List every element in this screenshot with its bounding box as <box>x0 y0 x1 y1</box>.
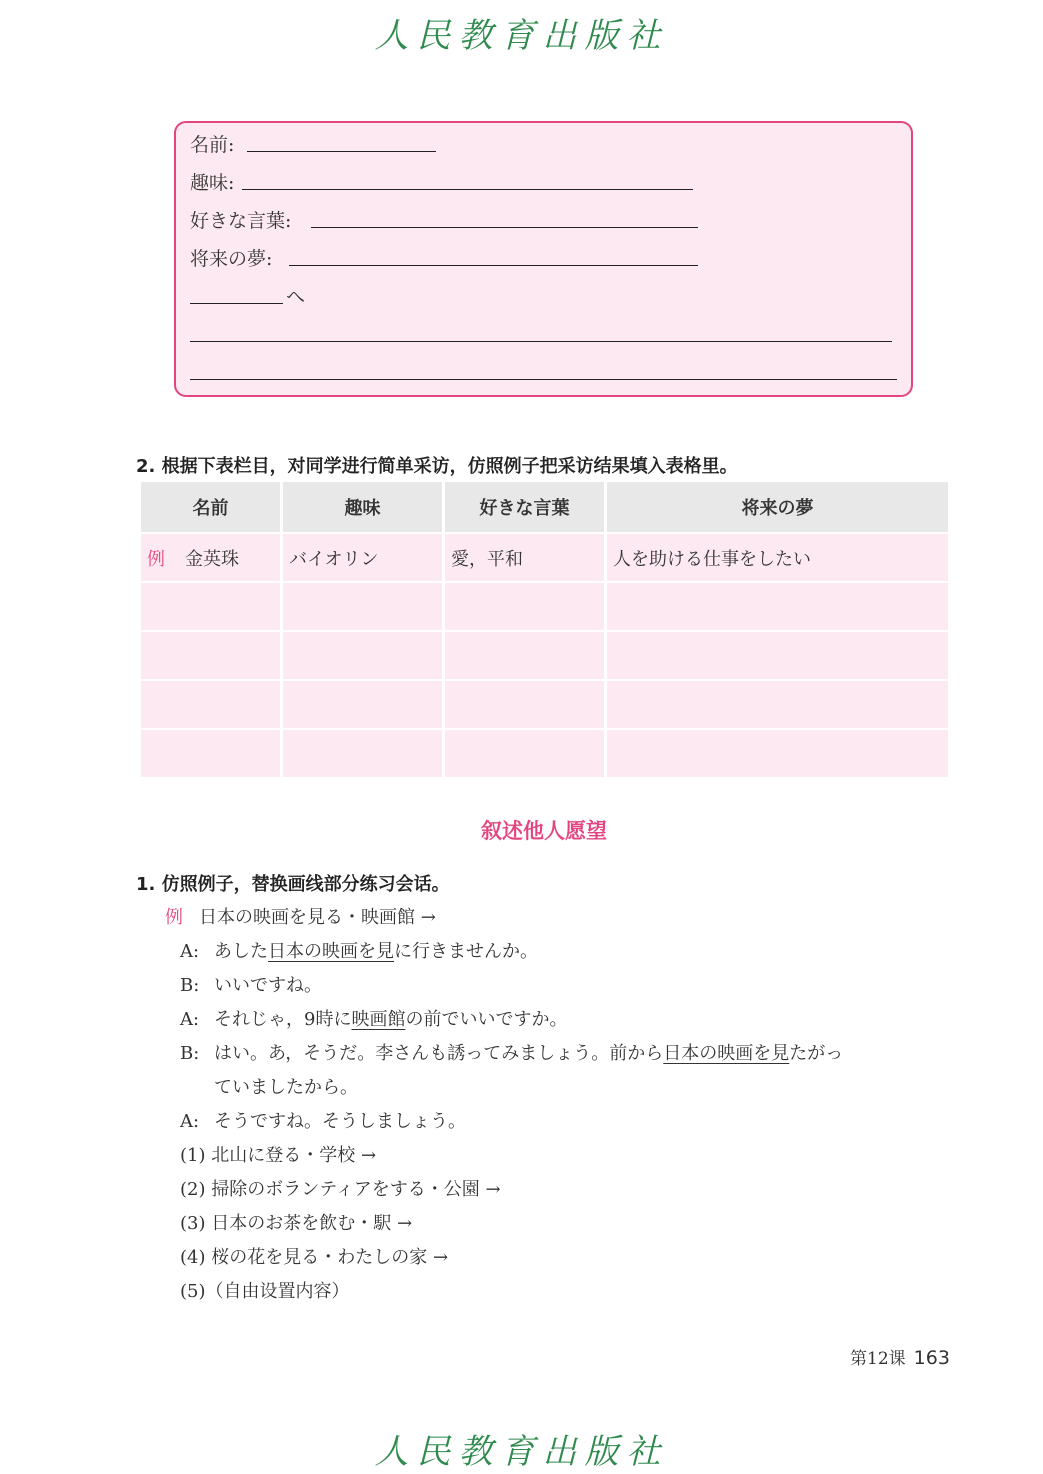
dialog-text: そうですね。そうしましょう。 <box>214 1111 466 1132</box>
section-title: 叙述他人愿望 <box>481 819 607 843</box>
dialog-line-2 <box>180 971 322 997</box>
table-cell[interactable] <box>607 728 948 777</box>
dialog-line-1 <box>180 937 538 963</box>
underlined-phrase: 映画館 <box>351 1009 406 1030</box>
speaker-a: A: <box>180 1111 200 1132</box>
table-row <box>141 728 948 777</box>
form-hobby-label: 趣味: <box>190 172 235 194</box>
example-label: 例 <box>147 548 165 570</box>
profile-form-box <box>174 121 913 397</box>
exercise-item-1: (1) 北山に登る・学校 → <box>180 1145 377 1166</box>
form-name-label: 名前: <box>190 134 235 156</box>
table-header-row <box>141 482 948 532</box>
q1-example-text: 日本の映画を見る・映画館 → <box>199 907 436 928</box>
table-row <box>141 581 948 630</box>
exercise-item-4: (4) 桜の花を見る・わたしの家 → <box>180 1247 449 1268</box>
table-cell[interactable] <box>445 581 604 630</box>
q1-example-label: 例 <box>165 907 183 928</box>
dialog-text: いいですね。 <box>214 975 322 996</box>
table-row-example <box>141 532 948 581</box>
table-cell[interactable] <box>607 581 948 630</box>
table-cell[interactable] <box>141 630 280 679</box>
header-name: 名前 <box>141 482 280 532</box>
table-cell[interactable] <box>283 581 442 630</box>
table-cell[interactable] <box>283 728 442 777</box>
q2-title: 2. 根据下表栏目，对同学进行简单采访，仿照例子把采访结果填入表格里。 <box>136 456 738 477</box>
dialog-line-5 <box>180 1107 466 1133</box>
dialog-text: あした <box>214 941 268 962</box>
form-hobby-blank[interactable] <box>242 189 693 190</box>
table-cell[interactable] <box>445 630 604 679</box>
publisher-logo-bottom: 人民教育出版社 <box>374 1432 669 1472</box>
underlined-phrase: 日本の映画を見 <box>268 941 394 962</box>
header-hobby: 趣味 <box>283 482 442 532</box>
table-cell[interactable] <box>141 679 280 728</box>
table-cell[interactable] <box>283 630 442 679</box>
form-recipient-blank[interactable] <box>190 303 283 304</box>
underlined-phrase: 日本の映画を見 <box>663 1043 790 1064</box>
q1-example-line <box>165 903 436 929</box>
lesson-label: 第12课 <box>850 1349 906 1369</box>
dialog-line-4-continued: ていましたから。 <box>214 1077 358 1098</box>
dialog-text: に行きませんか。 <box>394 941 538 962</box>
dialog-text: たがっ <box>789 1043 844 1064</box>
table-row <box>141 679 948 728</box>
exercise-item-5: (5)（自由设置内容） <box>180 1281 350 1302</box>
table-cell[interactable] <box>141 728 280 777</box>
dialog-text: それじゃ，9時に <box>214 1009 352 1030</box>
form-name-blank[interactable] <box>247 151 436 152</box>
dialog-line-3 <box>180 1005 567 1031</box>
form-to-suffix: へ <box>286 286 306 308</box>
speaker-a: A: <box>180 1009 200 1030</box>
example-words: 愛，平和 <box>445 532 604 581</box>
speaker-b: B: <box>180 1043 200 1064</box>
table-row <box>141 630 948 679</box>
form-message-line-1[interactable] <box>190 341 892 342</box>
form-dream-blank[interactable] <box>289 265 698 266</box>
example-hobby: バイオリン <box>283 532 442 581</box>
table-cell[interactable] <box>445 728 604 777</box>
page-footer <box>850 1344 950 1369</box>
dialog-line-4 <box>180 1039 843 1065</box>
example-name: 金英珠 <box>185 548 239 570</box>
speaker-a: A: <box>180 941 200 962</box>
q1-title: 1. 仿照例子，替换画线部分练习会话。 <box>136 874 450 895</box>
table-cell[interactable] <box>283 679 442 728</box>
example-dream: 人を助ける仕事をしたい <box>607 532 948 581</box>
form-dream-label: 将来の夢: <box>190 248 273 270</box>
exercise-item-3: (3) 日本のお茶を飲む・駅 → <box>180 1213 413 1234</box>
speaker-b: B: <box>180 975 200 996</box>
publisher-logo-top: 人民教育出版社 <box>374 16 669 56</box>
table-cell[interactable] <box>607 679 948 728</box>
form-words-blank[interactable] <box>311 227 698 228</box>
survey-table <box>138 482 951 777</box>
exercise-item-2: (2) 掃除のボランティアをする・公園 → <box>180 1179 501 1200</box>
table-cell[interactable] <box>607 630 948 679</box>
form-words-label: 好きな言葉: <box>190 210 292 232</box>
dialog-text: はい。あ，そうだ。李さんも誘ってみましょう。前から <box>214 1043 664 1064</box>
example-name-cell <box>141 532 280 581</box>
table-cell[interactable] <box>141 581 280 630</box>
page-number: 163 <box>913 1347 950 1369</box>
table-cell[interactable] <box>445 679 604 728</box>
form-message-line-2[interactable] <box>190 379 897 380</box>
header-dream: 将来の夢 <box>607 482 948 532</box>
header-words: 好きな言葉 <box>445 482 604 532</box>
dialog-text: の前でいいですか。 <box>405 1009 568 1030</box>
